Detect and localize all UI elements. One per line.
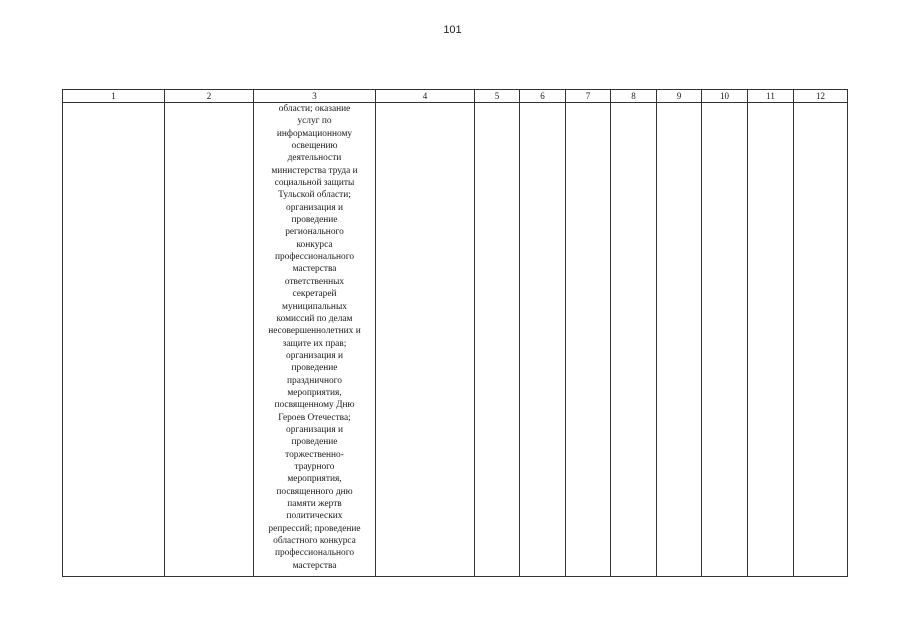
- table-row: [63, 103, 848, 577]
- column-header: 4: [376, 90, 475, 103]
- table-cell: [748, 103, 794, 577]
- column-header: 12: [794, 90, 848, 103]
- column-header: 2: [165, 90, 254, 103]
- table-cell: [520, 103, 566, 577]
- column-header: 3: [254, 90, 376, 103]
- table-cell: [566, 103, 611, 577]
- table-cell: [702, 103, 748, 577]
- table-cell: [794, 103, 848, 577]
- column-header: 1: [63, 90, 165, 103]
- data-table: [62, 89, 848, 577]
- column-header: 7: [566, 90, 611, 103]
- table-cell: [657, 103, 702, 577]
- column-header: 11: [748, 90, 794, 103]
- column-header: 5: [475, 90, 520, 103]
- column-header: 10: [702, 90, 748, 103]
- table-cell: [376, 103, 475, 577]
- table-cell: [475, 103, 520, 577]
- table-cell: [254, 103, 376, 577]
- table-cell: [611, 103, 657, 577]
- table-cell: [165, 103, 254, 577]
- table-cell: [63, 103, 165, 577]
- column-header: 6: [520, 90, 566, 103]
- table-header-row: [63, 90, 848, 103]
- page-number: 101: [443, 24, 462, 36]
- column-header: 9: [657, 90, 702, 103]
- column-header: 8: [611, 90, 657, 103]
- cell-text-column-3: области; оказание услуг по информационному освещению деятельности министерства труда и социальной защиты Тульской области; организация и проведение регионального конкурса профессионального мастерства ответственных секретарей муниципальных комиссий по делам несовершеннолетних и защите их прав; организация и проведение праздничного мероприятия, посвященному Дню Героев Отечества; организация и проведение торжественно- траурного мероприятия, посвященного дню памяти жертв политических репрессий; проведение областного конкурса профессионального мастерства: [268, 104, 361, 571]
